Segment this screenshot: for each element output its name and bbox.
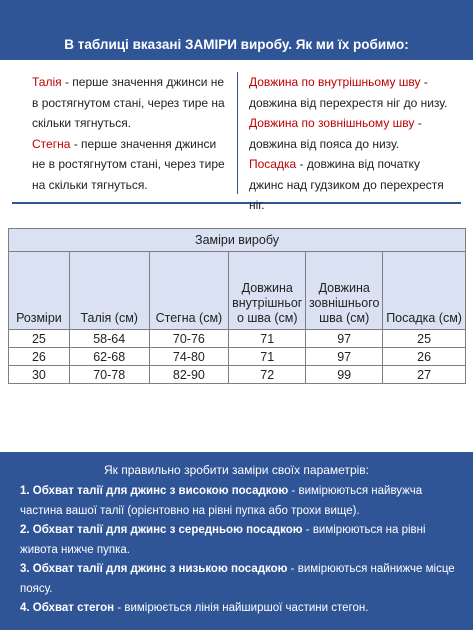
instructions-panel xyxy=(0,452,473,630)
info-outseam: Довжина по зовнішньому шву - довжина від пояса до низу. xyxy=(249,116,422,151)
col-header-rise: Посадка (см) xyxy=(383,252,466,330)
instructions-list xyxy=(20,482,460,619)
list-item: 1. Обхват талії для джинс з високою посадкою - вимірюються найвужча частина вашої талії (орієнтовно на рівні пупка або трохи вище). xyxy=(20,485,423,517)
col-header-hips: Стегна (см) xyxy=(149,252,229,330)
column-divider xyxy=(237,72,238,194)
term-outseam: Довжина по зовнішньому шву xyxy=(249,116,415,130)
size-table xyxy=(8,228,466,384)
table-row: 30 70-78 82-90 72 99 27 xyxy=(9,366,466,384)
list-item: 3. Обхват талії для джинс з низькою посадкою - вимірюються найнижче місце поясу. xyxy=(20,563,455,595)
measurement-info-box xyxy=(12,60,461,212)
col-header-outseam: Довжина зовнішнього шва (см) xyxy=(306,252,383,330)
term-hips: Стегна xyxy=(32,136,71,151)
table-row: 25 58-64 70-76 71 97 25 xyxy=(9,330,466,348)
col-header-waist: Талія (см) xyxy=(69,252,149,330)
list-item: 2. Обхват талії для джинс з середньою посадкою - вимірюються на рівні живота нижче пупка. xyxy=(20,524,426,556)
info-left-column xyxy=(32,72,228,195)
term-inseam: Довжина по внутрішньому шву xyxy=(249,75,421,89)
page-title: В таблиці вказані ЗАМІРИ виробу. Як ми їх робимо: xyxy=(64,37,409,52)
instructions-title: Як правильно зробити заміри своїх параметрів: xyxy=(104,463,369,477)
info-rise: Посадка - довжина від початку джинс над гудзиком до перехрестя ніг. xyxy=(249,157,444,212)
table-caption: Заміри виробу xyxy=(9,229,466,252)
list-item: 4. Обхват стегон - вимірюється лінія найширшої частини стегон. xyxy=(20,602,369,614)
table-header-row xyxy=(9,252,466,330)
info-inseam: Довжина по внутрішньому шву - довжина від перехрестя ніг до низу. xyxy=(249,75,448,110)
term-rise: Посадка xyxy=(249,157,297,171)
col-header-size: Розміри xyxy=(9,252,70,330)
size-table-wrapper xyxy=(8,228,466,384)
info-right-column xyxy=(249,72,454,216)
info-hips: Стегна - перше значення джинси не в ростягнутом стані, через тире на скільки тягнуться. xyxy=(32,136,225,192)
term-waist: Талія xyxy=(32,75,62,89)
col-header-inseam: Довжина внутрішньог о шва (см) xyxy=(229,252,306,330)
table-row: 26 62-68 74-80 71 97 26 xyxy=(9,348,466,366)
info-waist: Талія - перше значення джинси не в ростягнутом стані, через тире на скільки тягнуться. xyxy=(32,75,225,130)
